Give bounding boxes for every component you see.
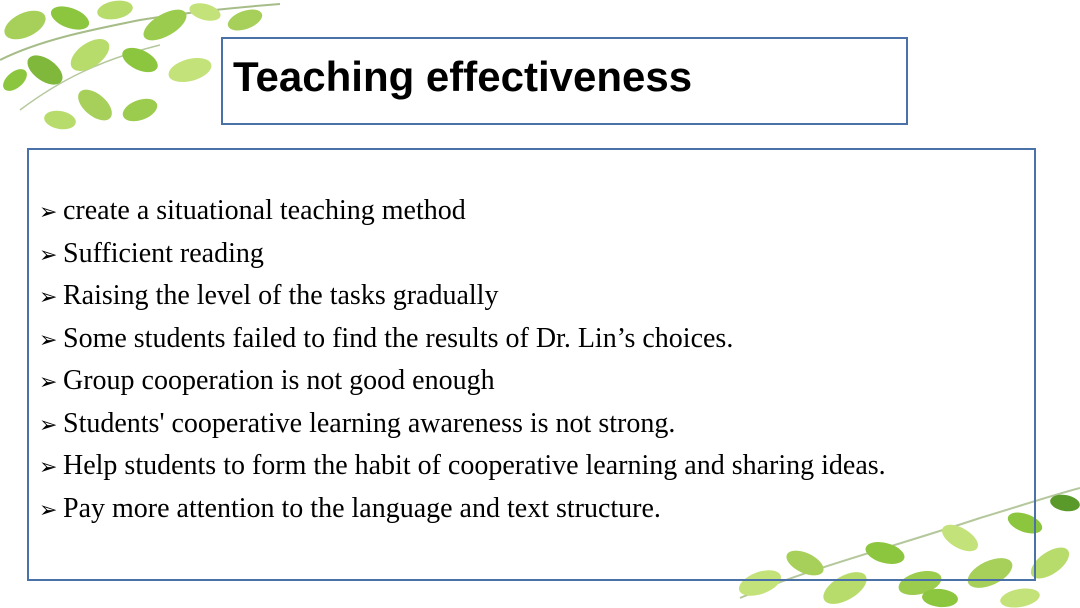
list-item [39, 195, 886, 238]
list-item-text: Some students failed to find the results of Dr. Lin’s choices. [63, 322, 734, 354]
arrow-bullet-icon: ➢ [39, 327, 58, 353]
list-item-text: create a situational teaching method [63, 195, 466, 226]
arrow-bullet-icon: ➢ [39, 412, 58, 438]
title-box [221, 37, 908, 125]
bullet-list [39, 195, 886, 535]
arrow-bullet-icon: ➢ [39, 200, 58, 225]
list-item [39, 365, 886, 408]
list-item [39, 323, 886, 366]
list-item [39, 280, 886, 323]
list-item-text: Help students to form the habit of cooperative learning and sharing ideas. [63, 450, 886, 481]
arrow-bullet-icon: ➢ [39, 242, 58, 268]
slide-title: Teaching effectiveness [233, 53, 693, 100]
list-item-text: Raising the level of the tasks gradually [63, 280, 499, 311]
list-item [39, 408, 886, 451]
list-item-text: Students' cooperative learning awareness is not strong. [63, 407, 676, 439]
content-box [27, 148, 1036, 581]
arrow-bullet-icon: ➢ [39, 285, 58, 310]
list-item-text: Pay more attention to the language and text structure. [63, 492, 661, 524]
list-item-text: Group cooperation is not good enough [63, 365, 495, 396]
arrow-bullet-icon: ➢ [39, 455, 58, 480]
arrow-bullet-icon: ➢ [39, 370, 58, 395]
list-item [39, 238, 886, 281]
arrow-bullet-icon: ➢ [39, 497, 58, 523]
list-item [39, 450, 886, 493]
list-item-text: Sufficient reading [63, 237, 264, 269]
list-item [39, 493, 886, 536]
